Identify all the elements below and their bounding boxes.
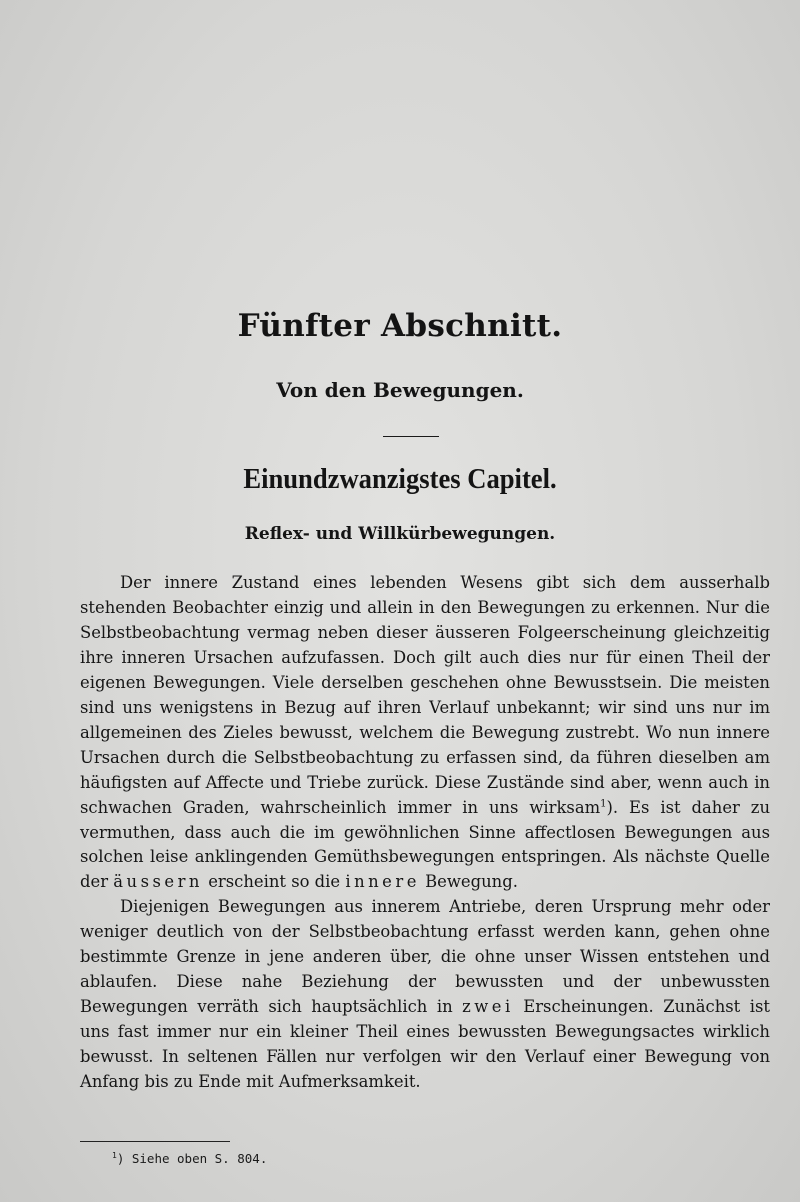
- section-subtitle: Von den Bewegungen.: [276, 378, 524, 402]
- body-text: [80, 571, 770, 1095]
- paragraph-1-text-d: Bewegung.: [419, 872, 518, 892]
- emphasis-zwei: zwei: [462, 997, 514, 1017]
- footnote-divider: [80, 1141, 230, 1142]
- paragraph-1-text-a: Der innere Zustand eines lebenden Wesens gibt sich dem ausserhalb stehenden Beobachter einzig und allein in den Bewegungen zu erkennen. Nur die Selbstbeobachtung vermag neben dieser äusseren Folgeerscheinung gleichzeitig ihre inneren Ursachen aufzufassen. Doch gilt auch dies nur für einen Theil der eigenen Bewegungen. Viele derselben geschehen ohne Bewusstsein. Die meisten sind uns wenigstens in Bezug auf ihren Verlauf unbekannt; wir sind uns nur im allgemeinen des Zieles bewusst, welchem die Bewegung zustrebt. Wo nun innere Ursachen durch die Selbstbeobachtung zu erfassen sind, da führen dieselben am häufigsten auf Affecte und Triebe zurück. Diese Zustände sind aber, wenn auch in schwachen Graden, wahrscheinlich immer in uns wirksam: [80, 573, 770, 817]
- emphasis-aeussern: äussern: [113, 872, 203, 892]
- show-through-text: [90, 75, 750, 100]
- footnote: [112, 1151, 267, 1166]
- paragraph-1-text-b: ). Es ist daher zu vermuthen, dass auch die im gewöhnlichen Sinne affectlosen Bewegungen aus solchen leise anklingenden Gemüthsbewegungen entspringen. Als nächste Quelle der: [80, 797, 770, 892]
- chapter-title: Einundzwanzigstes Capitel.: [243, 464, 557, 495]
- section-title: Fünfter Abschnitt.: [237, 308, 563, 344]
- emphasis-innere: innere: [345, 872, 420, 892]
- paragraph-1: [80, 571, 770, 895]
- footnote-marker: 1: [112, 1151, 117, 1160]
- paragraph-2: [80, 895, 770, 1095]
- footnote-reference: 1: [600, 798, 607, 810]
- chapter-subtitle: Reflex- und Willkürbewegungen.: [244, 524, 556, 544]
- paragraph-1-text-c: erscheint so die: [203, 872, 346, 892]
- paragraph-2-text-a: Diejenigen Bewegungen aus innerem Antriebe, deren Ursprung mehr oder weniger deutlich von der Selbstbeobachtung erfasst werden kann, gehen ohne bestimmte Grenze in jene anderen über, die ohne unser Wissen entstehen und ablaufen. Diese nahe Beziehung der bewussten und der unbewussten Bewegungen verräth sich hauptsächlich in: [80, 897, 770, 1017]
- section-divider: [383, 436, 439, 437]
- footnote-text: ) Siehe oben S. 804.: [116, 1151, 268, 1167]
- paragraph-2-text-b: Erscheinungen. Zunächst ist uns fast immer nur ein kleiner Theil eines bewussten Bewegungsactes wirklich bewusst. In seltenen Fällen nur verfolgen wir den Verlauf einer Bewegung von Anfang bis zu Ende mit Aufmerksamkeit.: [80, 997, 770, 1092]
